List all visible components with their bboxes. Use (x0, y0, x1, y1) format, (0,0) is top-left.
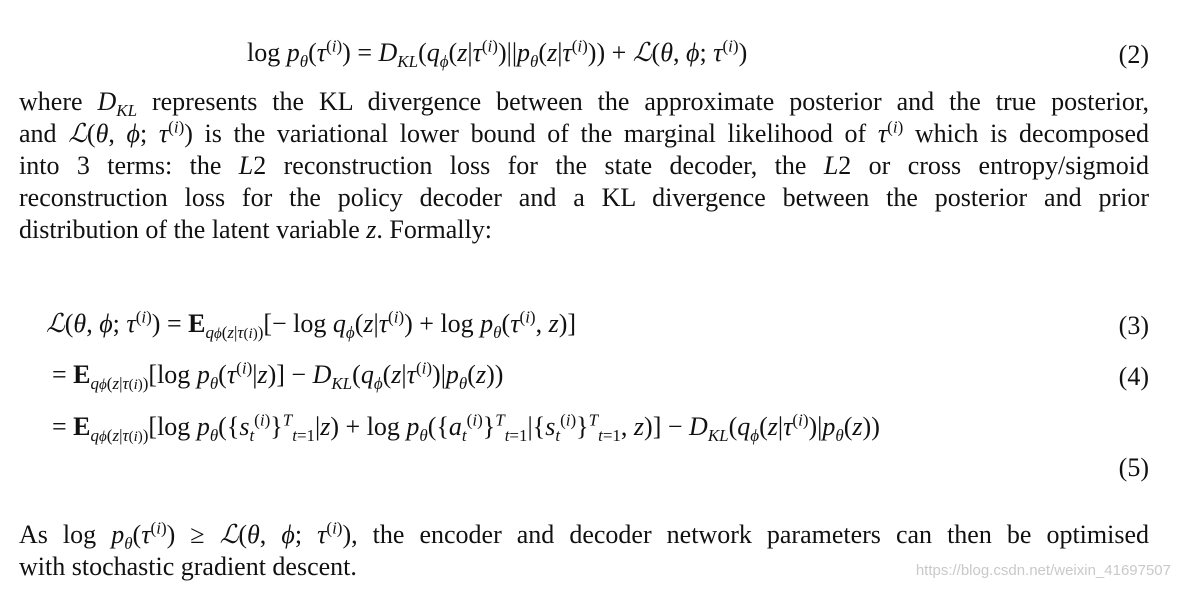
equation-number-3: (3) (1118, 311, 1149, 340)
paragraph-line: and ℒ(θ, ϕ; $\tau^{(i)}$) is the variational lower bound of the marginal likelihood of $\tau^{(i)}$ which is decomposed (19, 117, 1150, 148)
equation-4: = $E_{q\phi(z|\tau(i))}[\log$ $p_\theta(\tau^{(i)}|z)] - D_{KL}(q_\phi(z|\tau^{(i)})|p_\theta(z))$ (52, 358, 504, 394)
paragraph-line: reconstruction loss for the policy decoder and a KL divergence between the posterior and prior (19, 183, 1149, 212)
paragraph-line: where $D_{KL}$ represents the KL divergence between the approximate posterior and the true posterior, (19, 87, 1149, 121)
equation-number-2: (2) (1118, 40, 1149, 69)
paragraph-line: with stochastic gradient descent. (19, 552, 357, 581)
equation-number-4: (4) (1118, 362, 1149, 391)
watermark-text: https://blog.csdn.net/weixin_41697507 (915, 562, 1171, 579)
equation-number-5: (5) (1118, 453, 1149, 482)
equation-3: ℒ(θ, ϕ; $\tau^{(i)}) = E_{q\phi(z|\tau(i))}[- \log q_\phi(z|\tau^{(i)}) + \log p_\theta(\tau^{(i)}$, z)] (46, 307, 577, 343)
paragraph-line: distribution of the latent variable z. Formally: (19, 215, 492, 244)
equation-2: $\log p_\theta(\tau^{(i)}) = D_{KL}(q_\phi(z|\tau^{(i)})||p_\theta(z|\tau^{(i)}))$ + ℒ(θ, ϕ; $\tau^{(i)}$) (247, 36, 748, 72)
paragraph-line: into 3 terms: the L2 reconstruction loss for the state decoder, the L2 or cross entropy/sigmoid (19, 151, 1149, 180)
paragraph-body-1 (19, 86, 1149, 246)
paragraph-line: As $\log p_\theta(\tau^{(i)})$ ≥ ℒ(θ, ϕ; $\tau^{(i)}$), the encoder and decoder network parameters can then be optimised (19, 518, 1149, 554)
equation-5: = $E_{q\phi(z|\tau(i))}[\log$ $p_\theta(\{s_t^{(i)}\}^T_{t=1}|z) + \log p_\theta(\{a_t^{(i)}\}^T_{t=1}|\{s_t^{(i)}\}^T_{t=1}$, $z)] - D_{KL}(q_\phi(z|\tau^{(i)})|p_\theta(z))$ (52, 410, 880, 446)
